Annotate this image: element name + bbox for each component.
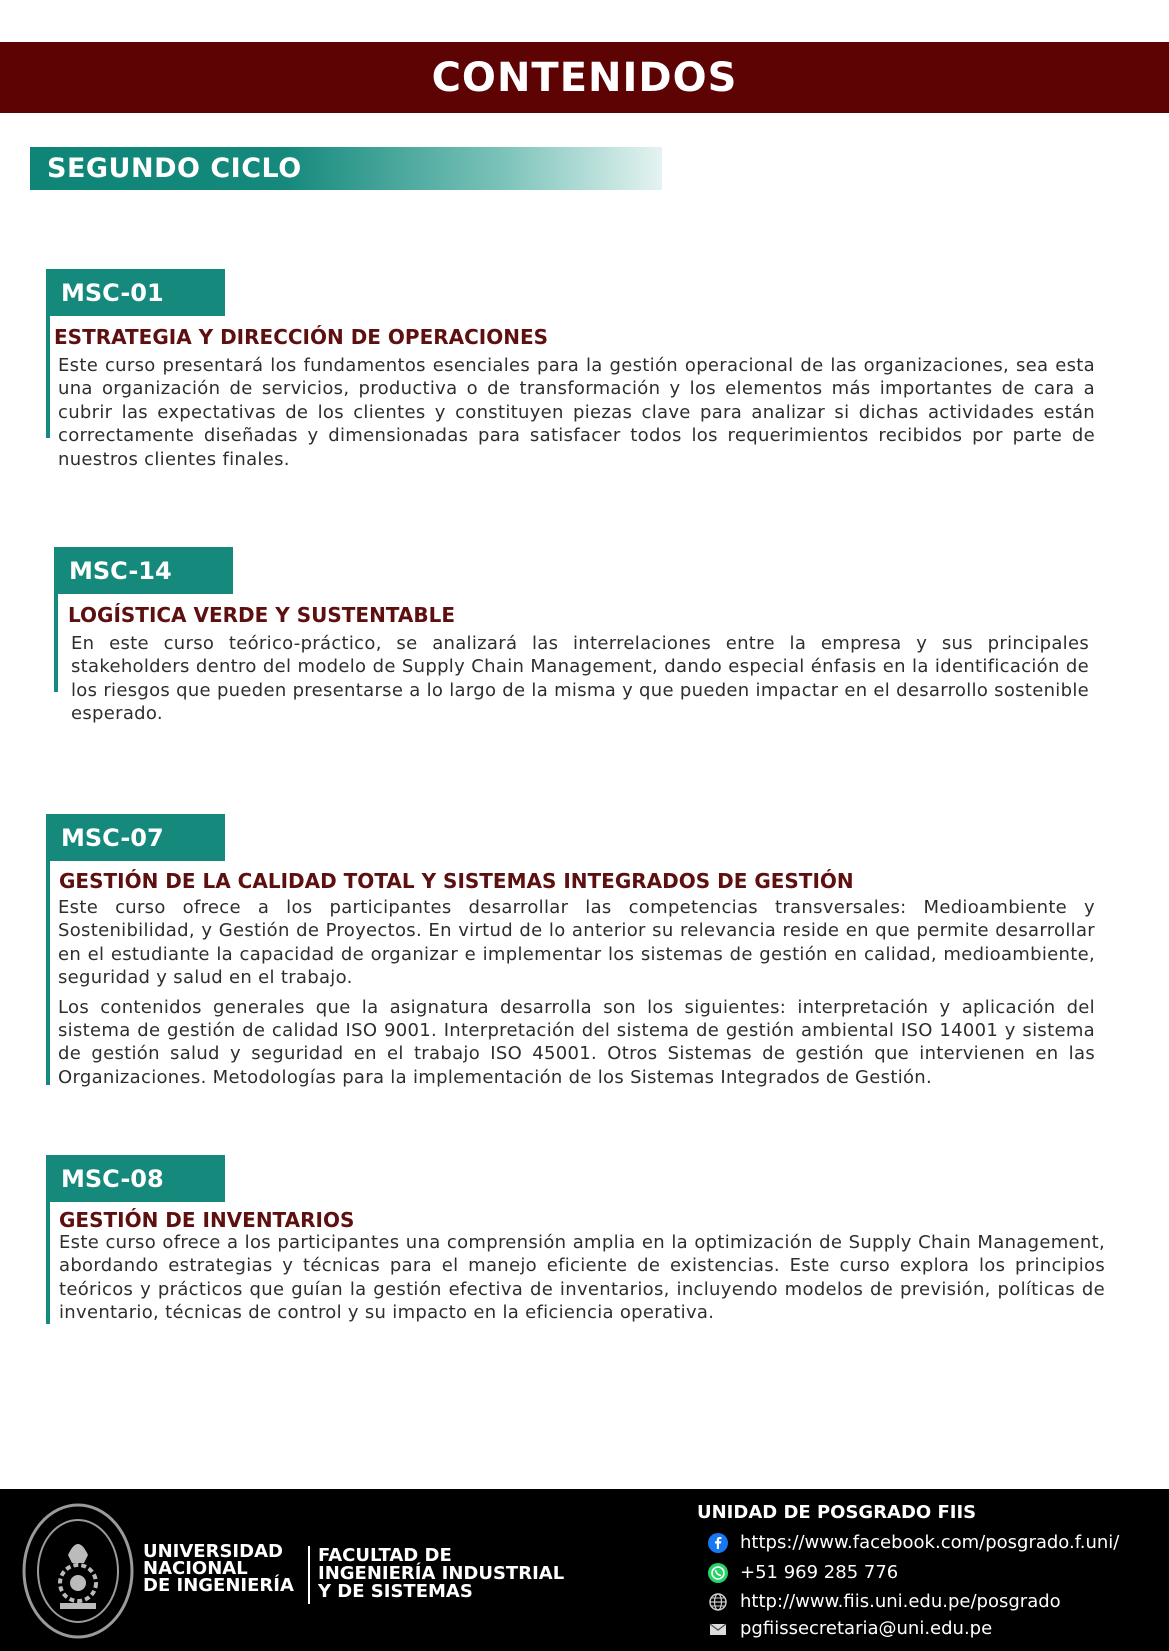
course-accent-line [46,316,50,438]
course-paragraph: Este curso ofrece a los participantes desarrollar las competencias transversales: Medioambiente y Sostenibilidad, y Gestión de Proyectos. En virtud de lo anterior su relevancia reside en que permite desarrollar en el estudiante la capacidad de organizar e implementar los sistemas de gestión en calidad, medioambiente, seguridad y salud en el trabajo. [58,897,1095,989]
faculty-line: FACULTAD DE [318,1545,452,1566]
course-paragraph: Este curso ofrece a los participantes una comprensión amplia en la optimización de Supply Chain Management, abordando estrategias y técnicas para el manejo eficiente de existencias. Este curso explora los principios teóricos y prácticos que guían la gestión efectiva de inventarios, incluyendo modelos de previsión, políticas de inventario, técnicas de control y su impacto en la eficiencia operativa. [59,1232,1105,1324]
course-description [58,896,1095,1089]
course-paragraph: En este curso teórico-práctico, se analizará las interrelaciones entre la empresa y sus principales stakeholders dentro del modelo de Supply Chain Management, dando especial énfasis en la identificación de los riesgos que pueden presentarse a lo largo de la misma y que pueden impactar en el desarrollo sostenible esperado. [71,633,1089,725]
course-title: GESTIÓN DE INVENTARIOS [59,1208,355,1232]
course-msc-07 [46,814,1096,1094]
course-msc-08 [46,1155,1106,1335]
course-msc-14 [54,547,1094,727]
course-accent-line [46,861,50,1085]
university-line: NACIONAL [143,1558,248,1579]
cycle-banner [30,147,662,190]
university-seal-icon [22,1503,134,1639]
course-description [58,354,1095,471]
course-title: ESTRATEGIA Y DIRECCIÓN DE OPERACIONES [54,325,549,349]
cycle-label: SEGUNDO CICLO [47,153,302,184]
course-msc-01 [46,269,1096,469]
contact-whatsapp[interactable] [708,1562,898,1583]
footer-divider [308,1546,310,1604]
course-code-tab [46,814,225,861]
contact-text: pgfiissecretaria@uni.edu.pe [740,1618,993,1639]
contact-text: https://www.facebook.com/posgrado.f.uni/ [740,1532,1120,1553]
contact-website[interactable] [708,1591,1061,1612]
course-title: LOGÍSTICA VERDE Y SUSTENTABLE [68,603,456,627]
contact-title: UNIDAD DE POSGRADO FIIS [697,1502,977,1523]
contact-text: http://www.fiis.uni.edu.pe/posgrado [740,1591,1061,1612]
faculty-line: Y DE SISTEMAS [318,1581,473,1602]
course-code: MSC-08 [61,1164,164,1193]
course-code: MSC-14 [69,556,172,585]
course-accent-line [54,594,58,692]
course-code: MSC-07 [61,823,164,852]
contact-facebook[interactable] [708,1532,1119,1553]
course-paragraph: Este curso presentará los fundamentos esenciales para la gestión operacional de las organizaciones, sea esta una organización de servicios, productiva o de transformación y los elementos más importantes de cara a cubrir las expectativas de los clientes y constituyen piezas clave para analizar si dichas actividades están correctamente diseñadas y dimensionadas para satisfacer todos los requerimientos recibidos por parte de nuestros clientes finales. [58,355,1095,470]
course-code-tab [46,269,225,316]
course-code-tab [54,547,233,594]
course-code: MSC-01 [61,278,164,307]
university-line: DE INGENIERÍA [143,1575,294,1596]
course-code-tab [46,1155,225,1202]
faculty-line: INGENIERÍA INDUSTRIAL [318,1563,565,1584]
faculty-name [318,1547,564,1601]
course-accent-line [46,1202,50,1324]
header-bar [0,42,1169,113]
whatsapp-icon [708,1563,728,1583]
course-title: GESTIÓN DE LA CALIDAD TOTAL Y SISTEMAS INTEGRADOS DE GESTIÓN [59,869,854,893]
mail-icon [708,1619,728,1639]
course-description [59,1231,1105,1325]
page-title: CONTENIDOS [431,54,738,101]
globe-icon [708,1592,728,1612]
university-name [143,1543,294,1594]
footer [0,1489,1169,1651]
university-line: UNIVERSIDAD [143,1541,283,1562]
contact-text: +51 969 285 776 [740,1562,899,1583]
contact-email[interactable] [708,1618,992,1639]
facebook-icon [708,1533,728,1553]
course-description [71,632,1089,726]
course-paragraph: Los contenidos generales que la asignatura desarrolla son los siguientes: interpretación y aplicación del sistema de gestión de calidad ISO 9001. Interpretación del sistema de gestión ambiental ISO 14001 y sistema de gestión salud y seguridad en el trabajo ISO 45001. Otros Sistemas de gestión que intervienen en las Organizaciones. Metodologías para la implementación de los Sistemas Integrados de Gestión. [58,996,1095,1088]
